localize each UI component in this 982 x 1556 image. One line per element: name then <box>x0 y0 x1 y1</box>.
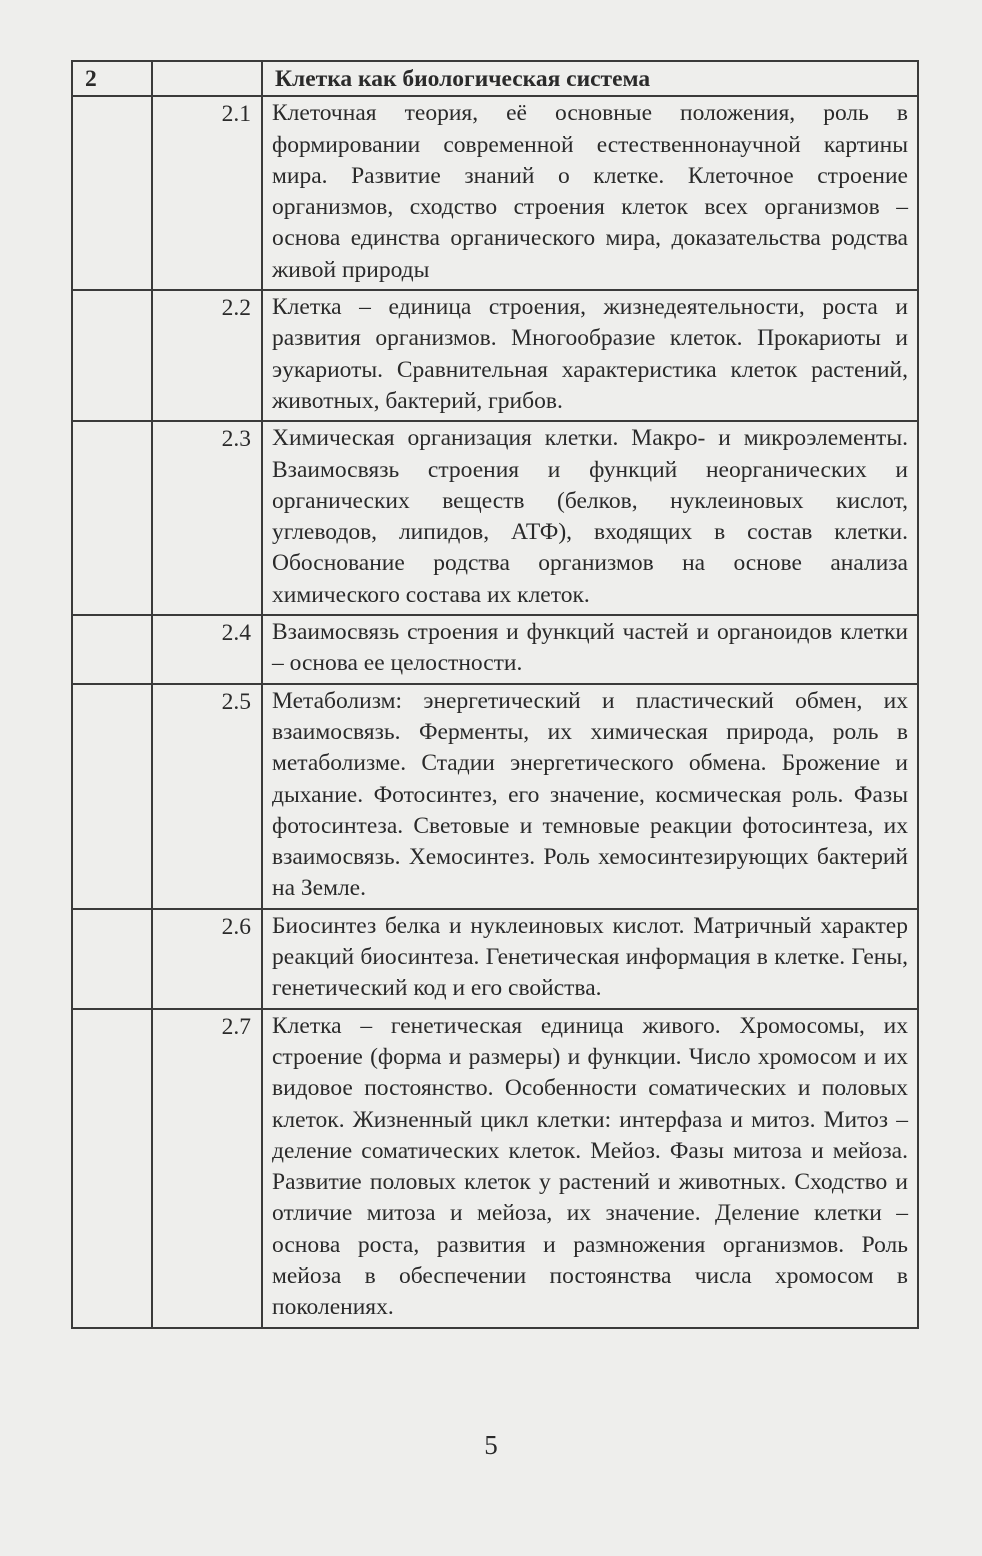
empty-cell <box>72 421 152 615</box>
table-row <box>72 421 918 615</box>
row-text: Метаболизм: энергетический и пластический обмен, их взаимосвязь. Ферменты, их химическая природа, роль в метаболизме. Стадии энергетического обмена. Брожение и дыхание. Фотосинтез, его значение, космическая роль. Фазы фотосинтеза. Световые и темновые реакции фотосинтеза, их взаимосвязь. Хемосинтез. Роль хемосинтезирующих бактерий на Земле. <box>262 684 918 909</box>
row-text: Клетка – единица строения, жизнедеятельности, роста и развития организмов. Многообразие клеток. Прокариоты и эукариоты. Сравнительная характеристика клеток растений, животных, бактерий, грибов. <box>262 290 918 421</box>
section-code-empty <box>152 61 262 96</box>
row-code: 2.6 <box>152 909 262 1009</box>
section-title: Клетка как биологическая система <box>262 61 918 96</box>
row-text: Химическая организация клетки. Макро- и микроэлементы. Взаимосвязь строения и функций неорганических и органических веществ (белков, нуклеиновых кислот, углеводов, липидов, АТФ), входящих в состав клетки. Обоснование родства организмов на основе анализа химического состава их клеток. <box>262 421 918 615</box>
row-code: 2.4 <box>152 615 262 684</box>
row-text: Клеточная теория, её основные положения, роль в формировании современной естественнонаучной картины мира. Развитие знаний о клетке. Клеточное строение организмов, сходство строения клеток всех организмов – основа единства органического мира, доказательства родства живой природы <box>262 96 918 290</box>
table-row <box>72 684 918 909</box>
table-row <box>72 96 918 290</box>
section-header-row <box>72 61 918 96</box>
row-text: Биосинтез белка и нуклеиновых кислот. Матричный характер реакций биосинтеза. Генетическая информация в клетке. Гены, генетический код и его свойства. <box>262 909 918 1009</box>
empty-cell <box>72 96 152 290</box>
row-code: 2.1 <box>152 96 262 290</box>
row-code: 2.2 <box>152 290 262 421</box>
empty-cell <box>72 290 152 421</box>
table-row <box>72 1009 918 1328</box>
table-row <box>72 290 918 421</box>
page-number: 5 <box>484 1430 498 1460</box>
row-text: Взаимосвязь строения и функций частей и органоидов клетки – основа ее целостности. <box>262 615 918 684</box>
table-row <box>72 909 918 1009</box>
row-text: Клетка – генетическая единица живого. Хромосомы, их строение (форма и размеры) и функции. Число хромосом и их видовое постоянство. Особенности соматических и половых клеток. Жизненный цикл клетки: интерфаза и митоз. Митоз – деление соматических клеток. Мейоз. Фазы митоза и мейоза. Развитие половых клеток у растений и животных. Сходство и отличие митоза и мейоза, их значение. Деление клетки – основа роста, развития и размножения организмов. Роль мейоза в обеспечении постоянства числа хромосом в поколениях. <box>262 1009 918 1328</box>
empty-cell <box>72 909 152 1009</box>
empty-cell <box>72 1009 152 1328</box>
row-code: 2.5 <box>152 684 262 909</box>
row-code: 2.3 <box>152 421 262 615</box>
empty-cell <box>72 684 152 909</box>
content-table <box>71 60 919 1329</box>
table-row <box>72 615 918 684</box>
empty-cell <box>72 615 152 684</box>
section-number: 2 <box>72 61 152 96</box>
row-code: 2.7 <box>152 1009 262 1328</box>
